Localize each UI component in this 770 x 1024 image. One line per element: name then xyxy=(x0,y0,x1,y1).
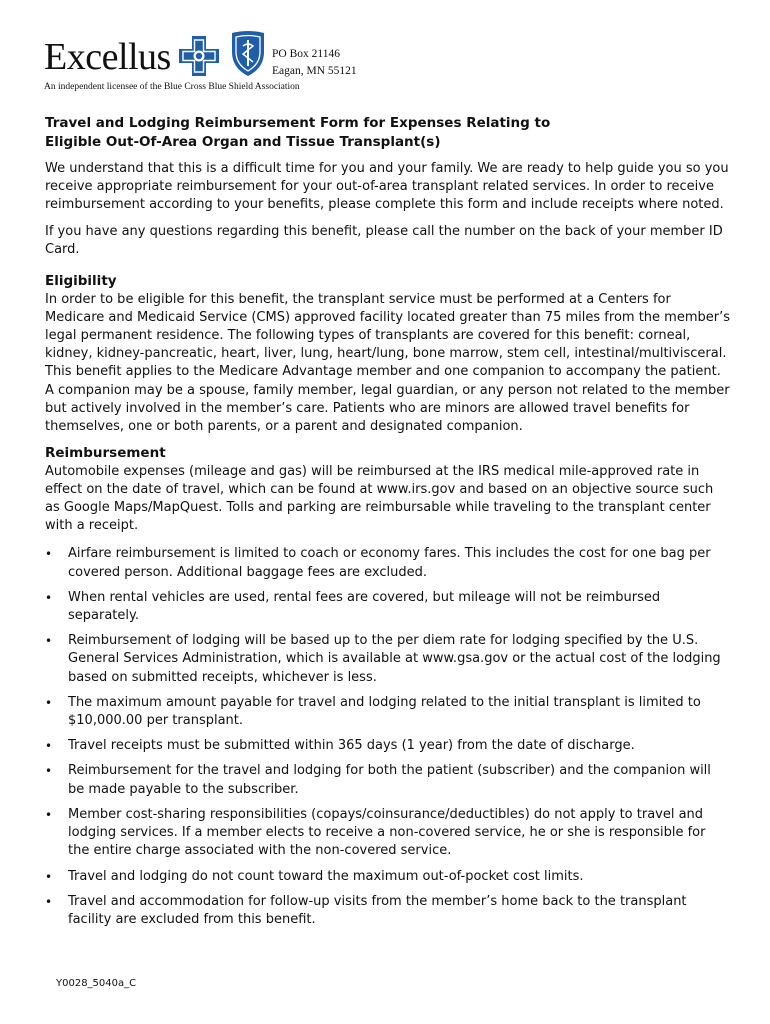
list-item: • Travel and lodging do not count toward the maximum out-of-pocket cost limits. xyxy=(45,868,730,886)
eligibility-text: In order to be eligible for this benefit, the transplant service must be performed at a Centers for Medicare and Medicaid Service (CMS) approved facility located greater than 75 miles from the member’s legal permanent residence. The following types of transplants are covered for this benefit: corneal, kidney, kidney-pancreatic, heart, liver, lung, heart/lung, bone marrow, stem cell, intestinal/multivisceral. This benefit applies to the Medicare Advantage member and one companion to accompany the patient. A companion may be a spouse, family member, legal guardian, or any person not related to the member but actively involved in the member’s care. Patients who are minors are allowed travel benefits for themselves, one or both parents, or a parent and designated companion. xyxy=(45,291,730,434)
form-code: Y0028_5040a_C xyxy=(56,978,137,989)
address-line-2: Eagan, MN 55121 xyxy=(272,65,357,77)
form-body xyxy=(45,114,730,936)
mailing-address xyxy=(272,46,357,80)
bullet-point: • xyxy=(45,695,53,710)
blue-shield-icon xyxy=(228,30,268,78)
excellus-logo-text: Excellus xyxy=(44,36,171,78)
list-item: • Member cost-sharing responsibilities (copays/coinsurance/deductibles) do not apply to travel and lodging services. If a member elects to receive a non-covered service, he or she is responsible for the entire charge associated with the non-covered service. xyxy=(45,806,706,859)
list-item: • Airfare reimbursement is limited to coach or economy fares. This includes the cost for one bag per covered person. Additional baggage fees are excluded. xyxy=(45,546,711,580)
bullet-point: • xyxy=(45,739,53,754)
letterhead xyxy=(44,30,464,100)
list-item: • Reimbursement of lodging will be based up to the per diem rate for lodging specified by the U.S. General Services Administration, which is available at www.gsa.gov or the actual cost of the lodging based on submitted receipts, whichever is less. xyxy=(45,633,721,685)
form-title-line-2: Eligible Out-Of-Area Organ and Tissue Transplant(s) xyxy=(45,133,441,150)
bullet-point: • xyxy=(45,590,53,605)
bullet-point: • xyxy=(45,547,53,562)
list-item: • Reimbursement for the travel and lodging for both the patient (subscriber) and the companion will be made payable to the subscriber. xyxy=(45,763,711,797)
reimbursement-heading: Reimbursement xyxy=(45,445,166,462)
eligibility-heading: Eligibility xyxy=(45,273,117,290)
bullet-point: • xyxy=(45,869,53,884)
questions-paragraph: If you have any questions regarding this benefit, please call the number on the back of your member ID Card. xyxy=(45,223,723,257)
bullet-point: • xyxy=(45,894,53,909)
bullet-point: • xyxy=(45,807,53,822)
list-item: • Travel and accommodation for follow-up visits from the member’s home back to the transplant facility are excluded from this benefit. xyxy=(45,893,687,927)
list-item: • The maximum amount payable for travel and lodging related to the initial transplant is limited to $10,000.00 per transplant. xyxy=(45,694,701,729)
eligibility-section xyxy=(45,272,730,436)
reimbursement-text: Automobile expenses (mileage and gas) will be reimbursed at the IRS medical mile-approved rate in effect on the date of travel, which can be found at www.irs.gov and based on an objective source such as Google Maps/MapQuest. Tolls and parking are reimbursable while traveling to the transplant center with a receipt. xyxy=(45,463,714,534)
list-item: • When rental vehicles are used, rental fees are covered, but mileage will not be reimbursed separately. xyxy=(45,589,661,624)
reimbursement-rules-list xyxy=(45,545,730,929)
bullet-point: • xyxy=(45,634,53,649)
reimbursement-section xyxy=(45,444,730,535)
address-line-1: PO Box 21146 xyxy=(272,48,340,60)
intro-paragraph: We understand that this is a difficult time for you and your family. We are ready to help guide you so you receive appropriate reimbursement for your out-of-area transplant related services. In order to receive reimbursement according to your benefits, please complete this form and include receipts where noted. xyxy=(45,161,729,213)
licensee-statement: An independent licensee of the Blue Cross Blue Shield Association xyxy=(44,82,300,92)
bullet-point: • xyxy=(45,764,53,779)
form-title-line-1: Travel and Lodging Reimbursement Form for Expenses Relating to xyxy=(45,115,551,131)
form-title xyxy=(45,114,730,151)
blue-cross-icon xyxy=(177,34,221,78)
list-item: • Travel receipts must be submitted within 365 days (1 year) from the date of discharge. xyxy=(45,737,730,755)
